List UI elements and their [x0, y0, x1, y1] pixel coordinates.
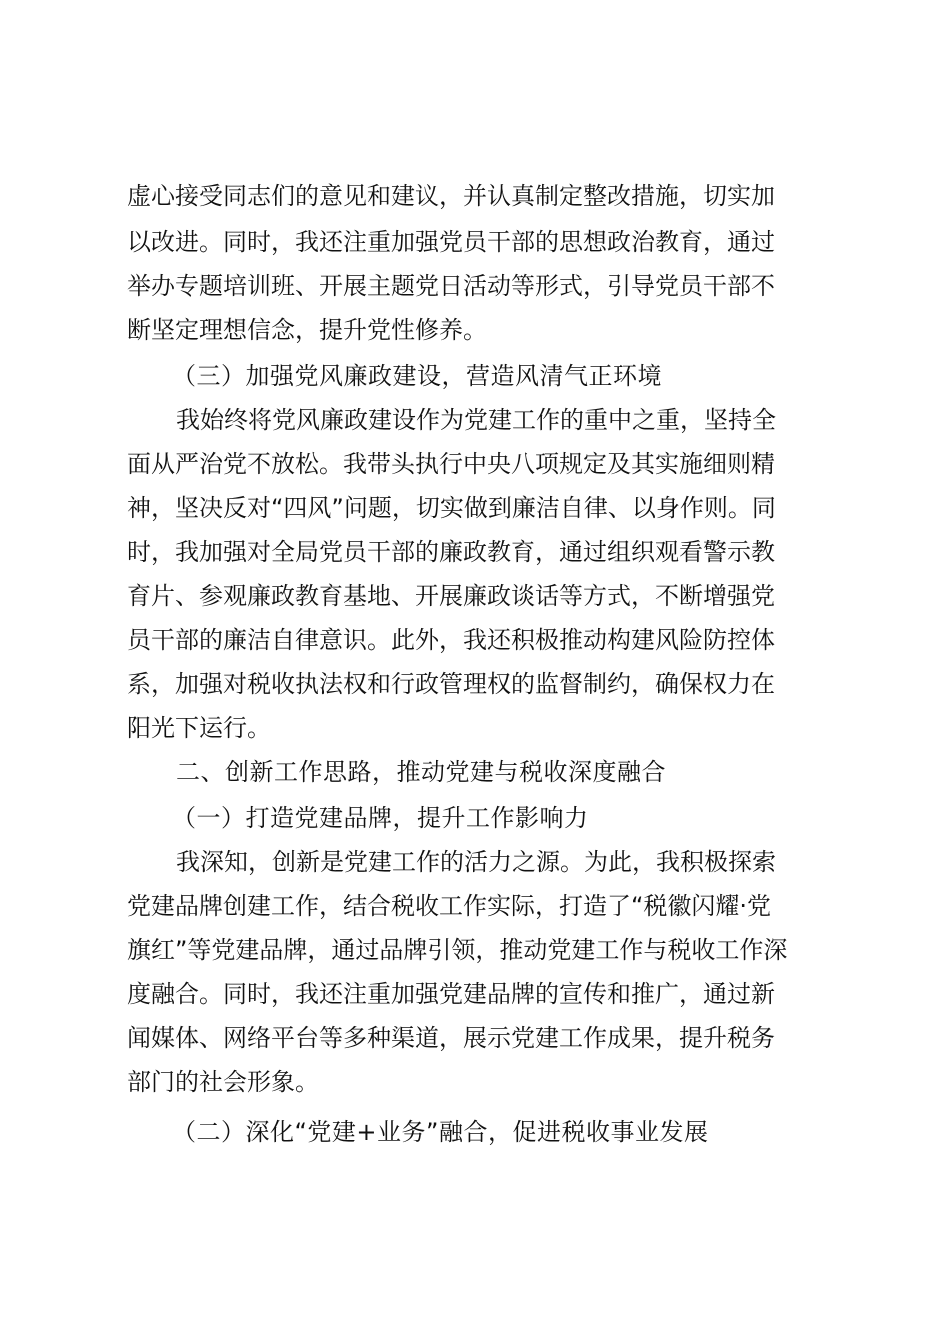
chapter-heading: 二、创新工作思路，推动党建与税收深度融合	[176, 758, 666, 786]
body-line: 时，我加强对全局党员干部的廉政教育，通过组织观看警示教	[127, 538, 775, 566]
body-line: 闻媒体、网络平台等多种渠道，展示党建工作成果，提升税务	[127, 1024, 775, 1052]
section-heading: （二）深化“党建+业务”融合，促进税收事业发展	[172, 1118, 709, 1146]
body-line: 阳光下运行。	[127, 714, 271, 742]
body-line: 部门的社会形象。	[127, 1068, 319, 1096]
body-line: 员干部的廉洁自律意识。此外，我还积极推动构建风险防控体	[127, 626, 775, 654]
body-line: 以改进。同时，我还注重加强党员干部的思想政治教育，通过	[127, 228, 775, 256]
body-line: 神，坚决反对“四风”问题，切实做到廉洁自律、以身作则。同	[127, 494, 776, 522]
body-line: 举办专题培训班、开展主题党日活动等形式，引导党员干部不	[127, 272, 775, 300]
section-heading: （一）打造党建品牌，提升工作影响力	[172, 804, 589, 832]
paragraph-first-line: 我深知，创新是党建工作的活力之源。为此，我积极探索	[176, 848, 776, 876]
body-line: 断坚定理想信念，提升党性修养。	[127, 316, 487, 344]
section-heading: （三）加强党风廉政建设，营造风清气正环境	[172, 362, 662, 390]
body-line: 党建品牌创建工作，结合税收工作实际，打造了“税徽闪耀·党	[127, 892, 772, 920]
body-line: 面从严治党不放松。我带头执行中央八项规定及其实施细则精	[127, 450, 775, 478]
body-line: 育片、参观廉政教育基地、开展廉政谈话等方式，不断增强党	[127, 582, 775, 610]
body-line: 旗红”等党建品牌，通过品牌引领，推动党建工作与税收工作深	[127, 936, 788, 964]
body-line: 系，加强对税收执法权和行政管理权的监督制约，确保权力在	[127, 670, 775, 698]
body-line: 度融合。同时，我还注重加强党建品牌的宣传和推广，通过新	[127, 980, 775, 1008]
body-line: 虚心接受同志们的意见和建议，并认真制定整改措施，切实加	[127, 182, 775, 210]
paragraph-first-line: 我始终将党风廉政建设作为党建工作的重中之重，坚持全	[176, 406, 776, 434]
